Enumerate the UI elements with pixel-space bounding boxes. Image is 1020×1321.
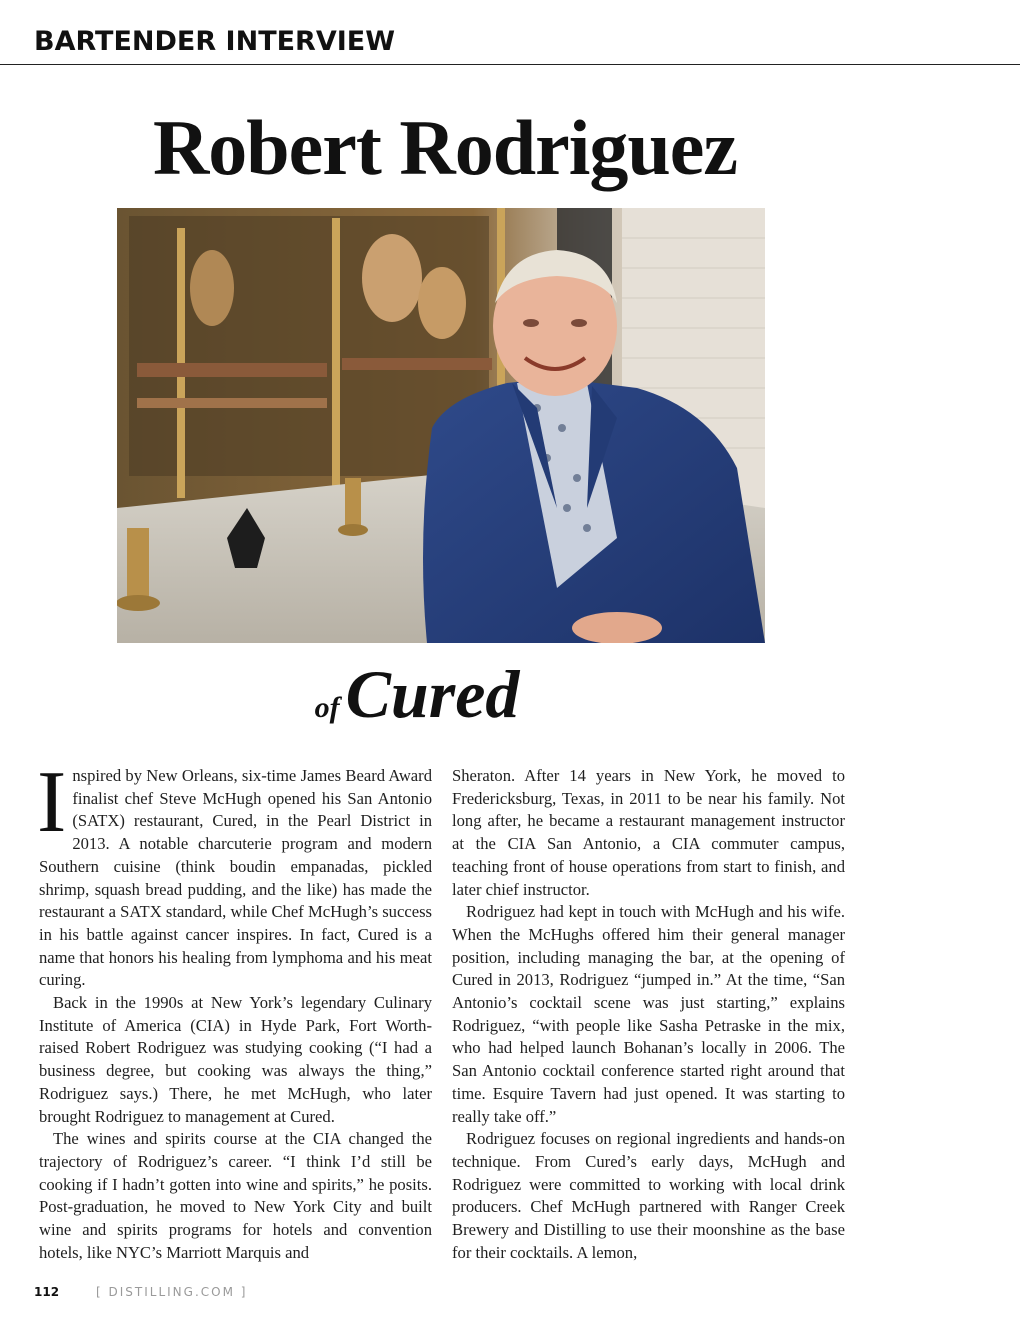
paragraph-text: nspired by New Orleans, six-time James Beard Award finalist chef Steve McHugh opened his San Antonio (SATX) restaurant, Cured, in the Pearl District in 2013. A notable charcuterie program and modern Southern cuisine (think boudin empanadas, pickled shrimp, squash bread pudding, and the like) has made the restaurant a SATX standard, while Chef McHugh’s success in his battle against cancer inspires. In fact, Cured is a name that honors his healing from lymphoma and his meat curing. (39, 766, 432, 990)
article-paragraph: Rodriguez focuses on regional ingredients and hands-on technique. From Cured’s early days, McHugh and Rodriguez were committed to working with local drink producers. Chef McHugh partnered with Ranger Creek Brewery and Distilling to use their moonshine as the base for their cocktails. A lemon, (452, 1129, 845, 1262)
article-paragraph: Sheraton. After 14 years in New York, he moved to Fredericksburg, Texas, in 2011 to be near his family. Not long after, he became a restaurant management instructor at the CIA San Antonio, a CIA commuter campus, teaching front of house operations from start to finish, and later chief instructor. (452, 766, 845, 899)
subhead-restaurant-name: Cured (345, 656, 520, 732)
article-subhead (0, 655, 834, 734)
drop-cap: I (37, 754, 67, 851)
footer-site-link: [ DISTILLING.COM ] (96, 1285, 248, 1299)
page-number: 112 (34, 1285, 60, 1299)
article-column-left (37, 754, 432, 1264)
article-paragraph: Back in the 1990s at New York’s legendary Culinary Institute of America (CIA) in Hyde Park, Fort Worth-raised Robert Rodriguez was studying cooking (“I had a business degree, but cooking was always the thing,” Rodriguez says.) There, he met McHugh, who later brought Rodriguez to management at Cured. (39, 993, 432, 1126)
portrait-photo (117, 208, 765, 643)
section-header: BARTENDER INTERVIEW (34, 26, 396, 57)
article-paragraph (37, 754, 432, 992)
article-column-right (452, 765, 845, 1264)
article-headline: Robert Rodriguez (152, 104, 738, 191)
article-paragraph: The wines and spirits course at the CIA changed the trajectory of Rodriguez’s career. “I think I’d still be cooking if I hadn’t gotten into wine and spirits,” he posits. Post-graduation, he moved to New York City and built wine and spirits programs for hotels and convention hotels, like NYC’s Marriott Marquis and (39, 1129, 432, 1262)
header-rule (0, 64, 1020, 65)
article-paragraph: Rodriguez had kept in touch with McHugh and his wife. When the McHughs offered him their general manager position, including managing the bar, at the opening of Cured in 2013, Rodriguez “jumped in.” At the time, “San Antonio’s cocktail scene was just starting,” explains Rodriguez, “with people like Sasha Petraske in the mix, who had helped launch Bohanan’s locally in 2006. The San Antonio cocktail conference started right around that time. Esquire Tavern had just opened. It was starting to really take off.” (452, 902, 845, 1126)
subhead-of: of (314, 691, 340, 724)
